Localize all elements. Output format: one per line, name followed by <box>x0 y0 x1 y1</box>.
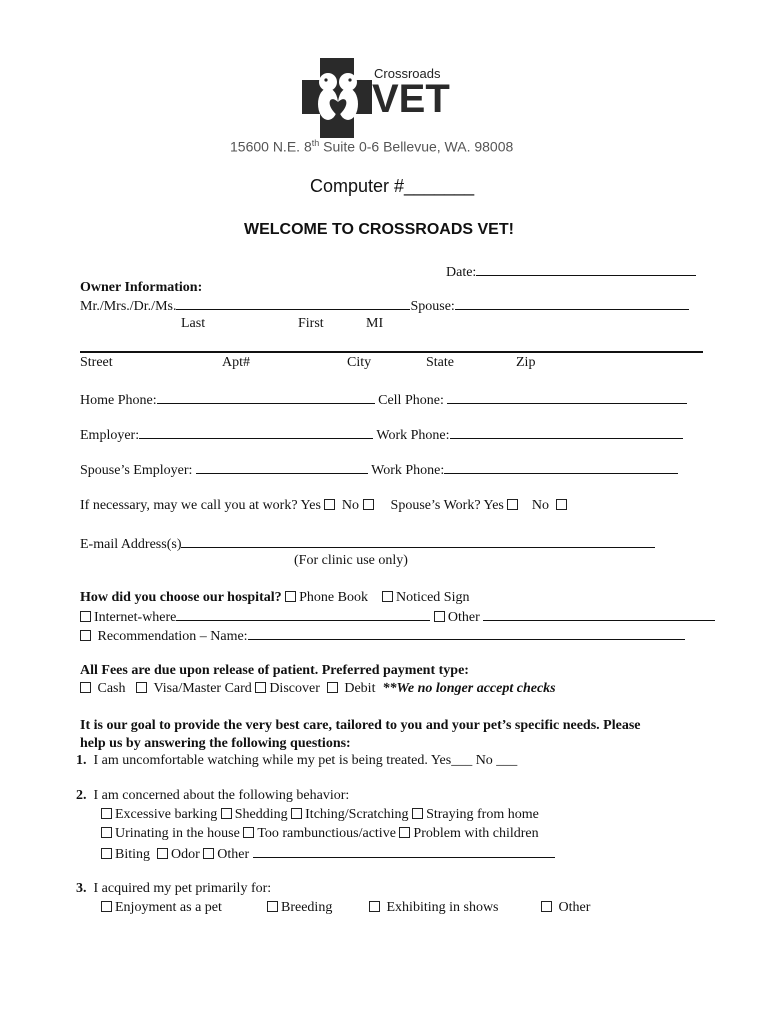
acquired-other-checkbox[interactable] <box>541 901 552 912</box>
clinic-address: 15600 N.E. 8th Suite 0-6 Bellevue, WA. 98008 <box>230 138 514 155</box>
debit-checkbox[interactable] <box>327 682 338 693</box>
shows-option <box>369 900 499 916</box>
q1-text: I am uncomfortable watching while my pet is being treated. Yes___ No ___ <box>93 753 518 768</box>
hospital-question: How did you choose our hospital? <box>80 590 282 605</box>
odor-checkbox[interactable] <box>157 848 168 859</box>
email-field[interactable] <box>181 535 655 548</box>
debit-label: Debit <box>344 681 376 696</box>
spouse-work-no-checkbox[interactable] <box>556 499 567 510</box>
spouse-employer-field[interactable] <box>196 461 368 474</box>
spouse-field[interactable] <box>455 297 689 310</box>
email-label: E-mail Address(s) <box>80 537 182 552</box>
phone-book-label: Phone Book <box>299 590 368 605</box>
phone-row <box>80 391 687 409</box>
q2-number: 2. <box>76 788 87 803</box>
owner-name-row <box>80 297 689 315</box>
brand-top-text: Crossroads <box>374 66 441 81</box>
address-line[interactable] <box>80 351 703 353</box>
spouse-label: Spouse: <box>410 299 455 314</box>
behavior-other-checkbox[interactable] <box>203 848 214 859</box>
acquired-row <box>101 900 222 916</box>
state-label: State <box>426 355 454 370</box>
q1-number: 1. <box>76 753 87 768</box>
employer-row <box>80 426 683 444</box>
street-label: Street <box>80 355 113 370</box>
employer-label: Employer: <box>80 428 140 443</box>
shedding-checkbox[interactable] <box>221 808 232 819</box>
computer-number-label: Computer #_______ <box>310 176 475 196</box>
home-phone-field[interactable] <box>157 391 375 404</box>
owner-name-field[interactable] <box>176 297 410 310</box>
shows-checkbox[interactable] <box>369 901 380 912</box>
phone-book-checkbox[interactable] <box>285 591 296 602</box>
recommendation-field[interactable] <box>248 627 685 640</box>
itching-checkbox[interactable] <box>291 808 302 819</box>
biting-checkbox[interactable] <box>101 848 112 859</box>
other-source-checkbox[interactable] <box>434 611 445 622</box>
welcome-heading: WELCOME TO CROSSROADS VET! <box>244 221 514 238</box>
question-1 <box>76 753 517 769</box>
cell-phone-field[interactable] <box>447 391 687 404</box>
cash-label: Cash <box>97 681 126 696</box>
call-work-row <box>80 498 570 514</box>
breeding-checkbox[interactable] <box>267 901 278 912</box>
sub-first: First <box>298 316 324 331</box>
urinating-label: Urinating in the house <box>115 826 240 841</box>
visa-label: Visa/Master Card <box>153 681 252 696</box>
children-label: Problem with children <box>413 826 539 841</box>
barking-checkbox[interactable] <box>101 808 112 819</box>
goal-line-1: It is our goal to provide the very best care, tailored to you and your pet’s specific needs. Please <box>80 718 641 733</box>
internet-label: Internet-where <box>94 610 177 625</box>
behavior-row-3 <box>101 845 555 863</box>
sub-mi: MI <box>366 316 384 331</box>
q3-text: I acquired my pet primarily for: <box>93 881 272 896</box>
enjoyment-label: Enjoyment as a pet <box>115 900 222 915</box>
shedding-label: Shedding <box>234 807 288 822</box>
call-work-no-checkbox[interactable] <box>363 499 374 510</box>
other-source-field[interactable] <box>483 608 715 621</box>
straying-checkbox[interactable] <box>412 808 423 819</box>
work-phone-field[interactable] <box>450 426 683 439</box>
children-checkbox[interactable] <box>399 827 410 838</box>
payment-row <box>80 681 556 697</box>
recommendation-checkbox[interactable] <box>80 630 91 641</box>
behavior-row-2 <box>101 826 539 842</box>
rambunctious-label: Too rambunctious/active <box>257 826 396 841</box>
cell-phone-label: Cell Phone: <box>378 393 444 408</box>
clinic-use-note: (For clinic use only) <box>294 553 408 568</box>
apt-label: Apt# <box>222 355 250 370</box>
spouse-work-question: Spouse’s Work? Yes <box>390 498 504 513</box>
behavior-other-field[interactable] <box>253 845 555 858</box>
spouse-work-yes-checkbox[interactable] <box>507 499 518 510</box>
internet-checkbox[interactable] <box>80 611 91 622</box>
call-work-yes-checkbox[interactable] <box>324 499 335 510</box>
work-phone-label: Work Phone: <box>376 428 450 443</box>
rambunctious-checkbox[interactable] <box>243 827 254 838</box>
behavior-other-label: Other <box>217 847 250 862</box>
itching-label: Itching/Scratching <box>305 807 409 822</box>
cash-checkbox[interactable] <box>80 682 91 693</box>
barking-label: Excessive barking <box>115 807 218 822</box>
shows-label: Exhibiting in shows <box>386 900 499 915</box>
fees-heading: All Fees are due upon release of patient. Preferred payment type: <box>80 663 469 678</box>
employer-field[interactable] <box>139 426 373 439</box>
call-work-no-label: No <box>341 498 360 513</box>
zip-label: Zip <box>516 355 536 370</box>
question-2 <box>76 788 349 804</box>
date-field[interactable] <box>476 263 696 276</box>
crossroads-vet-logo <box>300 58 460 143</box>
straying-label: Straying from home <box>426 807 539 822</box>
call-work-question: If necessary, may we call you at work? Yes <box>80 498 321 513</box>
work-phone2-label: Work Phone: <box>371 463 445 478</box>
city-label: City <box>347 355 372 370</box>
discover-label: Discover <box>269 681 320 696</box>
breeding-label: Breeding <box>281 900 333 915</box>
owner-name-label: Mr./Mrs./Dr./Ms. <box>80 299 177 314</box>
no-checks-note: **We no longer accept checks <box>382 681 556 696</box>
noticed-sign-label: Noticed Sign <box>395 590 470 605</box>
date-row <box>446 263 696 281</box>
other-source-label: Other <box>447 610 480 625</box>
brand-bottom-text: VET <box>372 77 450 121</box>
spouse-work-no-label: No <box>531 498 550 513</box>
acquired-other-label: Other <box>558 900 591 915</box>
visa-checkbox[interactable] <box>136 682 147 693</box>
enjoyment-checkbox[interactable] <box>101 901 112 912</box>
q3-number: 3. <box>76 881 87 896</box>
hospital-row-3 <box>80 627 685 645</box>
date-label: Date: <box>446 265 477 280</box>
urinating-checkbox[interactable] <box>101 827 112 838</box>
noticed-sign-checkbox[interactable] <box>382 591 393 602</box>
odor-label: Odor <box>171 847 200 862</box>
breeding-option <box>267 900 332 916</box>
internet-field[interactable] <box>176 608 430 621</box>
hospital-row-2 <box>80 608 715 626</box>
recommendation-label: Recommendation – Name: <box>97 629 248 644</box>
behavior-row-1 <box>101 807 539 823</box>
question-3 <box>76 881 271 897</box>
work-phone2-field[interactable] <box>444 461 678 474</box>
owner-info-heading: Owner Information: <box>80 280 203 295</box>
email-row <box>80 535 655 553</box>
acquired-other-option <box>541 900 590 916</box>
q2-text: I am concerned about the following behavior: <box>93 788 350 803</box>
sub-last: Last <box>181 316 206 331</box>
goal-line-2: help us by answering the following questions: <box>80 736 351 751</box>
spouse-employer-label: Spouse’s Employer: <box>80 463 193 478</box>
biting-label: Biting <box>115 847 151 862</box>
hospital-row-1 <box>80 590 469 606</box>
spouse-employer-row <box>80 461 678 479</box>
home-phone-label: Home Phone: <box>80 393 157 408</box>
discover-checkbox[interactable] <box>255 682 266 693</box>
